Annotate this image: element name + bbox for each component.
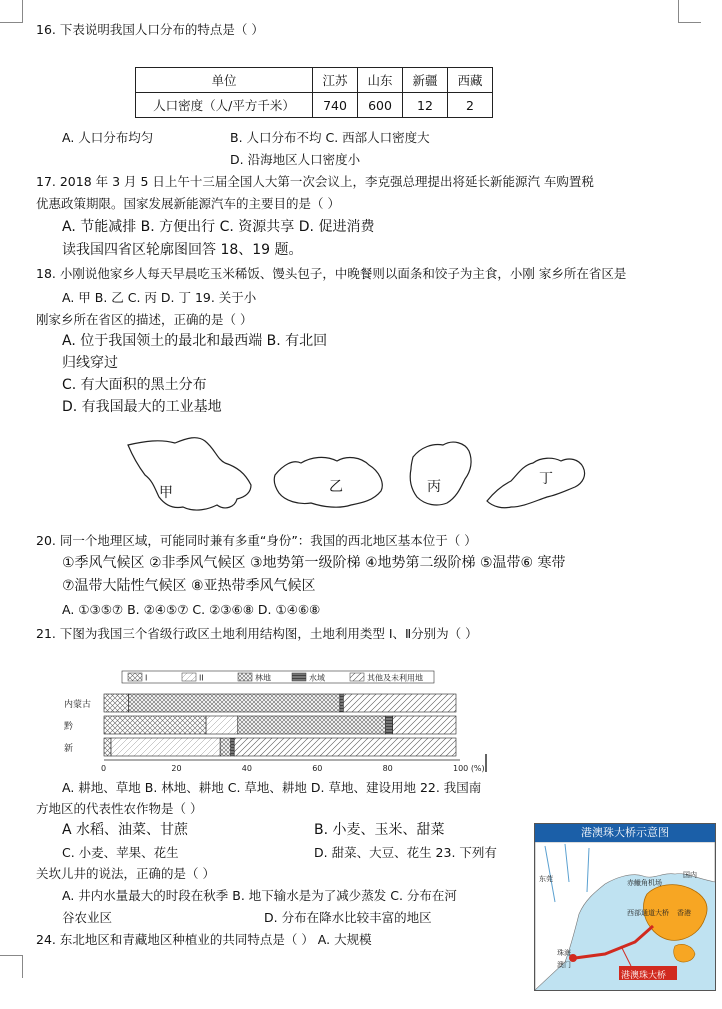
bridge-map-title: 港澳珠大桥示意图 — [535, 824, 715, 842]
province-label-bing: 丙 — [427, 479, 441, 495]
q22-option-a: A 水稻、油菜、甘蔗 — [62, 822, 189, 838]
q16-stem: 16. 下表说明我国人口分布的特点是（ ） — [36, 22, 264, 37]
q23-option-ab: A. 井内水量最大的时段在秋季 B. 地下输水是为了减少蒸发 C. 分布在河 — [62, 888, 457, 903]
legend-label: 其他及未利用地 — [367, 673, 423, 683]
q22-option-d: D. 甜菜、大豆、花生 23. 下列有 — [314, 845, 497, 860]
province-outline-maps — [125, 435, 595, 520]
x-tick-label: 20 — [171, 764, 182, 773]
table-cell: 2 — [448, 93, 493, 118]
q23-line2: 关坎儿井的说法，正确的是（ ） — [36, 866, 215, 881]
category-label: 内蒙古 — [64, 700, 92, 710]
q24-line1: 24. 东北地区和青藏地区种植业的共同特点是（ ） A. 大规模 — [36, 932, 372, 947]
airport-label: 赤鱲角机场 — [627, 879, 662, 887]
x-tick-label: 100 (%) — [453, 764, 485, 773]
q16-option-bc: B. 人口分布不均 C. 西部人口密度大 — [230, 130, 430, 145]
corner-mark-bottom-left — [0, 955, 23, 978]
legend-swatch — [238, 673, 252, 681]
q17-line1: 17. 2018 年 3 月 5 日上午十三届全国人大第一次会议上，李克强总理提出将延长新能源汽 车购置税 — [36, 174, 594, 189]
q19-option-a: A. 位于我国领土的最北和最西端 B. 有北回 — [62, 333, 328, 349]
bar-segment — [104, 738, 111, 756]
table-header-cell: 江苏 — [313, 68, 358, 93]
q16-option-d: D. 沿海地区人口密度小 — [230, 152, 361, 167]
bar-segment — [343, 694, 456, 712]
category-label: 黔 — [64, 722, 74, 732]
legend-label: 水域 — [309, 673, 325, 683]
bridge-callout-line — [621, 946, 631, 966]
q20-line2: ①季风气候区 ②非季风气候区 ③地势第一级阶梯 ④地势第二级阶梯 ⑤温带⑥ 寒带 — [62, 555, 566, 571]
legend-swatch — [182, 673, 196, 681]
legend-swatch — [128, 673, 142, 681]
macau-label: 澳门 — [557, 961, 571, 969]
chart-bars — [64, 694, 456, 756]
legend-swatch — [292, 673, 306, 681]
x-tick-label: 60 — [312, 764, 323, 773]
corner-mark-top-left — [0, 0, 23, 23]
q19-option-d: D. 有我国最大的工业基地 — [62, 399, 222, 415]
table-cell: 12 — [403, 93, 448, 118]
province-label-yi: 乙 — [329, 479, 343, 495]
table-row-label: 人口密度（人/平方千米） — [136, 93, 313, 118]
bar-segment — [231, 738, 235, 756]
dongguan-label: 东莞 — [539, 875, 553, 883]
bar-segment — [340, 694, 344, 712]
table-header-cell: 单位 — [136, 68, 313, 93]
q16-option-a: A. 人口分布均匀 — [62, 130, 154, 145]
q18-19-instruction: 读我国四省区轮廓图回答 18、19 题。 — [62, 242, 303, 258]
bar-segment — [238, 716, 386, 734]
q17-options: A. 节能减排 B. 方便出行 C. 资源共享 D. 促进消费 — [62, 219, 375, 235]
q20-stem: 20. 同一个地理区域，可能同时兼有多重“身份”：我国的西北地区基本位于（ ） — [36, 533, 477, 548]
chart-legend — [122, 671, 434, 683]
china-label: 国内 — [683, 871, 697, 879]
legend-label: II — [199, 673, 204, 683]
q20-line3: ⑦温带大陆性气候区 ⑧亚热带季风气候区 — [62, 578, 316, 594]
q19-option-a-cont: 归线穿过 — [62, 355, 118, 371]
table-cell: 600 — [358, 93, 403, 118]
q23-option-d: D. 分布在降水比较丰富的地区 — [264, 910, 432, 925]
province-outline-ding — [487, 458, 585, 508]
legend-swatch — [350, 673, 364, 681]
population-density-table — [135, 67, 493, 118]
q23-option-a-cont: 谷农业区 — [62, 910, 113, 925]
land-use-chart — [60, 668, 492, 774]
corner-mark-top-right — [678, 0, 701, 23]
province-label-ding: 丁 — [539, 471, 553, 487]
island-land — [674, 944, 695, 962]
q19-line1: 刚家乡所在省区的描述，正确的是（ ） — [36, 312, 253, 327]
legend-label: I — [145, 673, 148, 683]
q21-options: A. 耕地、草地 B. 林地、耕地 C. 草地、耕地 D. 草地、建设用地 22. 我国南 — [62, 780, 482, 795]
province-outline-jia — [128, 438, 251, 510]
q19-option-c: C. 有大面积的黑土分布 — [62, 377, 207, 393]
q20-options: A. ①③⑤⑦ B. ②④⑤⑦ C. ②③⑥⑧ D. ①④⑥⑧ — [62, 602, 321, 617]
q22-option-b: B. 小麦、玉米、甜菜 — [314, 822, 445, 838]
q18-options: A. 甲 B. 乙 C. 丙 D. 丁 19. 关于小 — [62, 290, 257, 305]
hongkong-label: 香港 — [677, 909, 691, 917]
bar-segment — [206, 716, 238, 734]
bar-segment — [220, 738, 231, 756]
bar-segment — [234, 738, 456, 756]
x-tick-label: 80 — [382, 764, 393, 773]
bar-segment — [129, 694, 340, 712]
q22-option-c: C. 小麦、苹果、花生 — [62, 845, 179, 860]
province-label-jia: 甲 — [159, 485, 173, 501]
bar-segment — [104, 716, 206, 734]
q18-line1: 18. 小刚说他家乡人每天早晨吃玉米稀饭、馒头包子，中晚餐则以面条和饺子为主食，小刚 家乡所在省区是 — [36, 266, 627, 281]
land-use-chart-svg — [60, 668, 492, 774]
table-header-cell: 西藏 — [448, 68, 493, 93]
bar-segment — [386, 716, 393, 734]
legend-label: 林地 — [255, 673, 271, 683]
bridge-map — [534, 823, 716, 991]
bar-segment — [393, 716, 456, 734]
bridge-label: 港澳珠大桥 — [621, 971, 667, 981]
x-tick-label: 0 — [101, 764, 107, 773]
x-tick-label: 40 — [241, 764, 252, 773]
bar-segment — [111, 738, 220, 756]
table-header-cell: 山东 — [358, 68, 403, 93]
western-corridor-label: 西部通道大桥 — [627, 909, 669, 917]
zhuhai-label: 珠海 — [557, 949, 571, 957]
bridge-route — [575, 926, 653, 958]
q22-line2: 方地区的代表性农作物是（ ） — [36, 801, 203, 816]
province-outline-bing — [410, 442, 471, 505]
q17-line2: 优惠政策期限。国家发展新能源汽车的主要目的是（ ） — [36, 196, 340, 211]
table-cell: 740 — [313, 93, 358, 118]
bar-segment — [104, 694, 129, 712]
q21-stem: 21. 下图为我国三个省级行政区土地利用结构图，土地利用类型 Ⅰ、Ⅱ分别为（ ） — [36, 626, 478, 641]
category-label: 新 — [64, 744, 74, 754]
table-header-cell: 新疆 — [403, 68, 448, 93]
